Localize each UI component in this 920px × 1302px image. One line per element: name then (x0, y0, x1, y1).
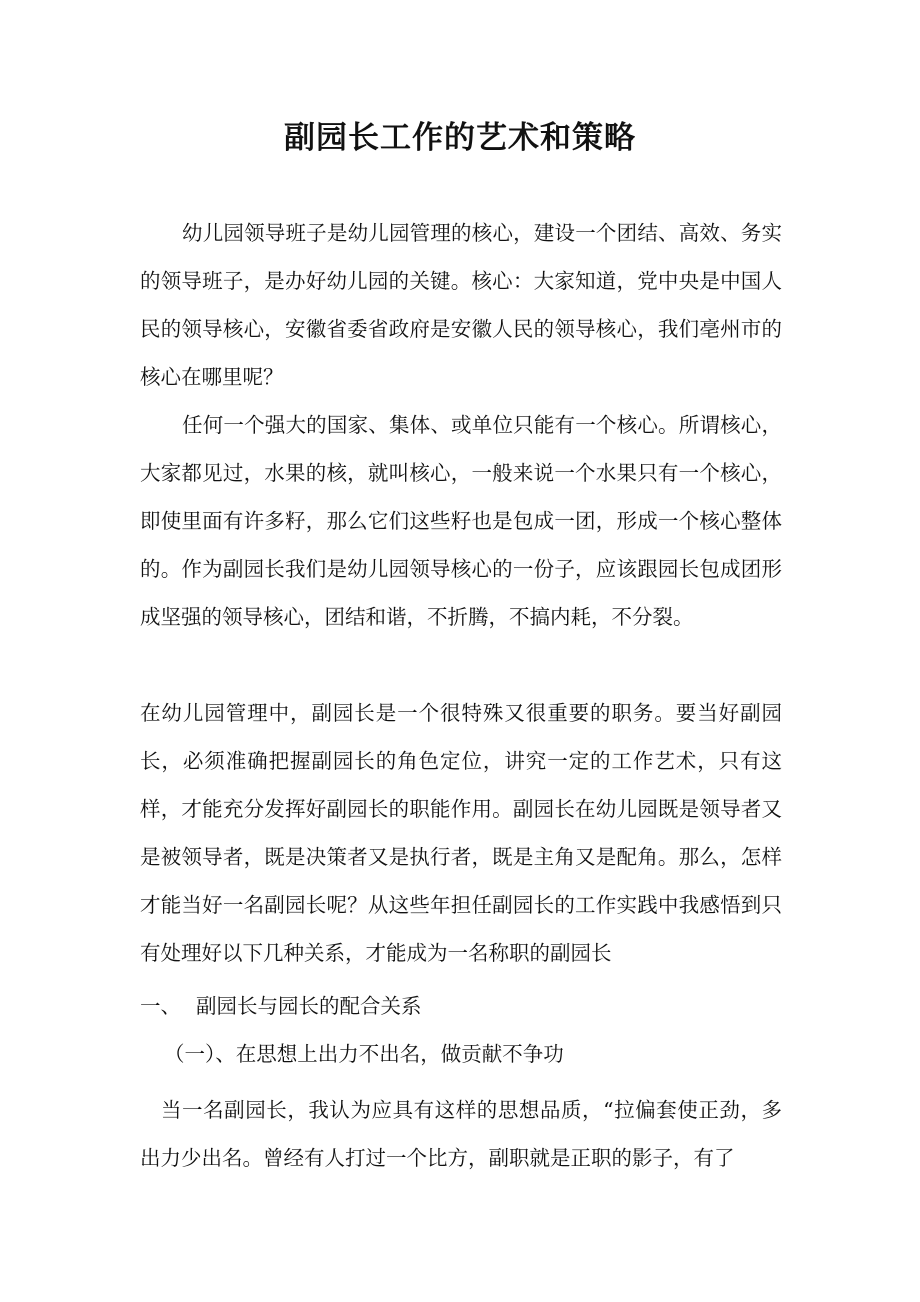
section-number: 一、 (140, 994, 181, 1018)
section-heading-text: 副园长与园长的配合关系 (196, 994, 422, 1018)
subsection-heading: （一）、在思想上出力不出名，做贡献不争功 (164, 1042, 564, 1066)
document-title: 副园长工作的艺术和策略 (284, 120, 636, 156)
paragraph-core: 任何一个强大的国家、集体、或单位只能有一个核心。所谓核心，大家都见过，水果的核，就叫核心，一般来说一个水果只有一个核心，即使里面有许多籽，那么它们这些籽也是包成一团，形成一个核心整体的。作为副园长我们是幼儿园领导核心的一份子，应该跟园长包成团形成坚强的领导核心，团结和谐，不折腾，不搞内耗，不分裂。 (140, 413, 782, 629)
section-heading (140, 982, 422, 1030)
paragraph-thought-quality: 当一名副园长，我认为应具有这样的思想品质，“拉偏套使正劲，多出力少出名。曾经有人打过一个比方，副职就是正职的影子，有了 (140, 1098, 782, 1170)
paragraph-intro: 幼儿园领导班子是幼儿园管理的核心，建设一个团结、高效、务实的领导班子，是办好幼儿园的关键。核心：大家知道，党中央是中国人民的领导核心，安徽省委省政府是安徽人民的领导核心，我们亳州市的核心在哪里呢？ (140, 221, 782, 389)
paragraph-role: 在幼儿园管理中，副园长是一个很特殊又很重要的职务。要当好副园长，必须准确把握副园长的角色定位，讲究一定的工作艺术，只有这样，才能充分发挥好副园长的职能作用。副园长在幼儿园既是领导者又是被领导者，既是决策者又是执行者，既是主角又是配角。那么，怎样才能当好一名副园长呢？从这些年担任副园长的工作实践中我感悟到只有处理好以下几种关系，才能成为一名称职的副园长 (140, 701, 782, 965)
